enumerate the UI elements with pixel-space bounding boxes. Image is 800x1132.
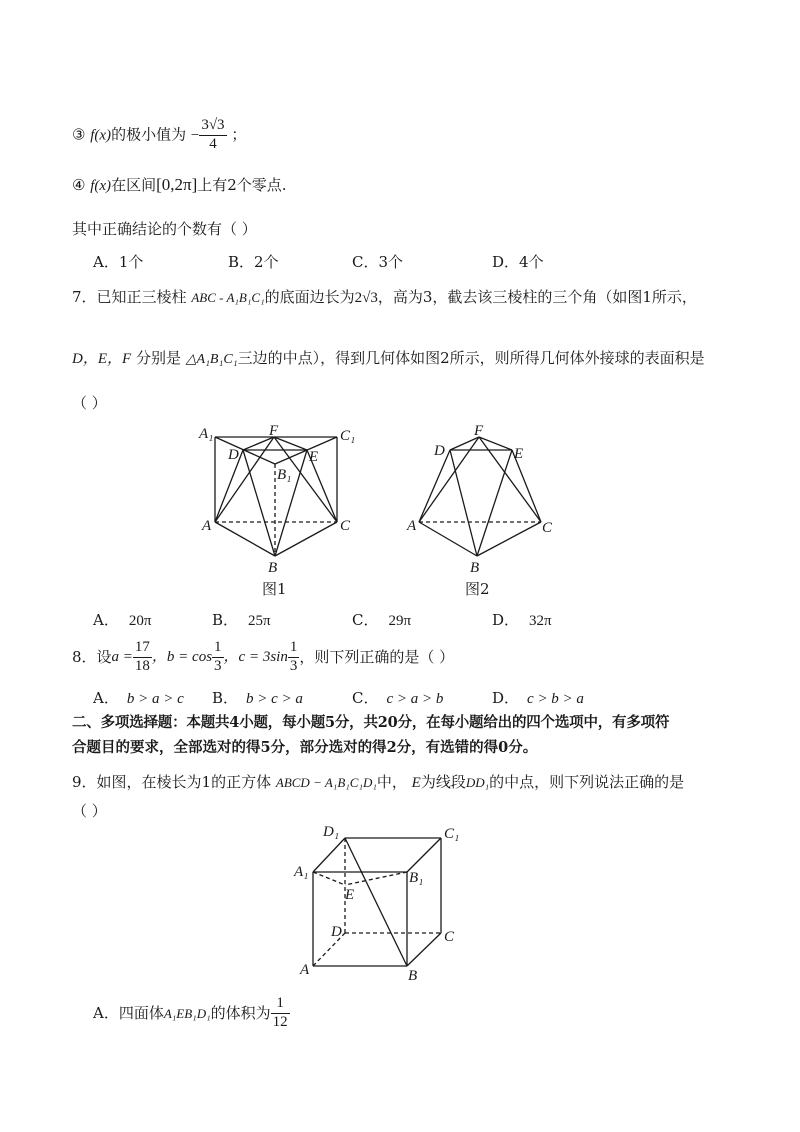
label-C: C (444, 929, 455, 945)
fraction-denominator: 3 (289, 657, 298, 674)
option-letter: D． (492, 689, 520, 707)
section-heading-line2: 合题目的要求，全部选对的得5分，部分选对的得2分，有选错的得0分。 (72, 739, 538, 756)
option-value: 32π (529, 613, 552, 629)
label-A: A (300, 962, 310, 978)
statement-text: 的极小值为 (111, 125, 187, 144)
edge (275, 450, 307, 556)
section-heading-line1: 二、多项选择题：本题共4小题，每小题5分，共20分，在每小题给出的四个选项中，有多项符 (72, 714, 670, 731)
label-E: E (309, 449, 319, 465)
question-number: 9．如图，在棱长为1的正方体 (72, 773, 272, 791)
label-C: C (340, 518, 351, 534)
q8-option-b (212, 687, 303, 708)
fraction (271, 996, 290, 1031)
q8-option-a (93, 687, 184, 708)
label-D: D (331, 924, 342, 940)
option-value: c > b > a (527, 691, 584, 707)
fraction-numerator: 17 (133, 640, 152, 658)
figure-caption: 图2 (465, 580, 490, 598)
figure-1 (196, 420, 376, 600)
q8-line (72, 640, 454, 675)
q6-stem: 其中正确结论的个数有（ ） (72, 220, 257, 238)
q7-text: ，高为3，截去该三棱柱的三个角（如图1所示， (377, 288, 697, 306)
option-value: 29π (388, 613, 412, 629)
q7-line1 (72, 290, 697, 306)
fraction (133, 640, 152, 675)
solid-name: A₁EB₁D₁ (163, 1005, 211, 1021)
edge (450, 450, 477, 556)
edge (407, 933, 441, 966)
figure-cube (294, 820, 466, 984)
q6-option-d: D．4个 (492, 253, 544, 271)
figure-2 (400, 420, 560, 600)
cube-name: ABCD − A₁B₁C₁D₁ (275, 775, 377, 790)
q7-answer-paren: （ ） (72, 394, 107, 412)
fraction-numerator: 1 (271, 996, 290, 1014)
q9-text: 的中点，则下列说法正确的是 (489, 773, 685, 791)
option-letter: C． (352, 611, 379, 629)
q7-option-a (93, 609, 151, 630)
minus-sign: − (190, 127, 200, 144)
label-D: D (434, 443, 445, 459)
statement-number: ③ (72, 125, 86, 144)
statement-3 (72, 118, 246, 153)
function-expr: f(x) (90, 127, 112, 144)
fraction-denominator: 3 (214, 657, 222, 674)
label-E: E (345, 887, 355, 903)
label-B1: B₁ (277, 467, 292, 483)
fraction (199, 118, 226, 153)
q7-text: 分别是 (135, 349, 181, 367)
label-A1: A₁ (199, 426, 214, 442)
fraction-denominator: 4 (209, 135, 217, 152)
q9-line1 (72, 775, 684, 791)
q7-text: 三边的中点），得到几何体如图2所示，则所得几何体外接球的表面积是 (237, 349, 705, 367)
a-lhs: a = (111, 648, 133, 665)
edge (407, 838, 441, 872)
statement-end: ； (231, 125, 247, 144)
label-F: F (269, 423, 279, 439)
question-number: 7．已知正三棱柱 (72, 288, 187, 306)
label-D: D (228, 447, 239, 463)
edge-length: 2√3 (354, 290, 378, 306)
point-e: E (411, 775, 421, 791)
statement-4 (72, 176, 287, 194)
q6-option-a: A．1个 (93, 253, 144, 271)
option-letter: B． (212, 689, 239, 707)
fraction-denominator: 18 (134, 657, 150, 674)
fraction-numerator: 3√3 (199, 118, 226, 136)
label-A: A (407, 518, 417, 534)
edge (345, 838, 407, 966)
label-B: B (408, 968, 418, 984)
c-lhs: ，c = 3sin (223, 648, 288, 665)
edge (313, 872, 345, 885)
q9-text: 为线段 (420, 773, 466, 791)
question-number: 8．设 (72, 647, 112, 666)
fraction (212, 640, 224, 675)
statement-text: 在区间 (111, 176, 157, 194)
q8-option-c (352, 687, 443, 708)
option-text: 的体积为 (210, 1003, 271, 1022)
edge (345, 872, 407, 885)
label-B1: B₁ (409, 870, 424, 886)
fraction (288, 640, 300, 675)
label-B: B (470, 560, 480, 576)
b-lhs: ，b = cos (151, 648, 213, 665)
edge (419, 450, 450, 522)
triangle-name: △A₁B₁C₁ (185, 352, 238, 367)
option-value: c > a > b (386, 691, 444, 707)
label-D1: D₁ (323, 824, 340, 840)
label-C1: C₁ (340, 428, 356, 444)
option-value: 25π (248, 613, 271, 629)
q8-tail: ，则下列正确的是（ ） (299, 647, 455, 666)
edge (313, 838, 345, 872)
fraction-numerator: 1 (288, 640, 300, 658)
edge (419, 522, 477, 556)
q7-text: 的底面边长为 (264, 288, 355, 306)
statement-number: ④ (72, 176, 86, 194)
q8-option-d (492, 687, 584, 708)
fraction-numerator: 1 (212, 640, 224, 658)
option-letter: A． (93, 689, 119, 707)
option-value: b > c > a (246, 691, 303, 707)
label-A: A (202, 518, 212, 534)
option-letter: B． (212, 611, 239, 629)
q7-option-d (492, 609, 552, 630)
option-value: 20π (128, 613, 152, 629)
option-letter: D． (492, 611, 520, 629)
q7-option-c (352, 609, 411, 630)
q6-option-b: B．2个 (228, 253, 279, 271)
label-F: F (474, 423, 484, 439)
segment-name: DD₁ (465, 775, 490, 790)
prism-name: ABC - A₁B₁C₁ (191, 290, 265, 305)
edge (419, 437, 479, 522)
q6-option-c: C．3个 (352, 253, 404, 271)
q9-text: 中， (376, 773, 407, 791)
label-B: B (268, 560, 278, 576)
label-C: C (542, 520, 553, 536)
q7-line2 (72, 351, 705, 367)
q7-option-b (212, 609, 271, 630)
option-text: A．四面体 (93, 1003, 164, 1022)
points-def: D，E，F (72, 351, 132, 367)
option-letter: A． (93, 611, 119, 629)
label-C1: C₁ (444, 826, 460, 842)
q9-answer-paren: （ ） (72, 802, 107, 820)
q9-option-a (93, 996, 290, 1031)
interval: [0,2π] (156, 175, 198, 194)
statement-end: 上有2个零点. (197, 176, 287, 194)
option-value: b > a > c (126, 691, 184, 707)
function-expr: f(x) (90, 178, 112, 194)
fraction-denominator: 12 (272, 1013, 288, 1030)
figure-caption: 图1 (262, 580, 287, 598)
label-A1: A₁ (294, 864, 309, 880)
option-letter: C． (352, 689, 379, 707)
label-E: E (514, 446, 524, 462)
